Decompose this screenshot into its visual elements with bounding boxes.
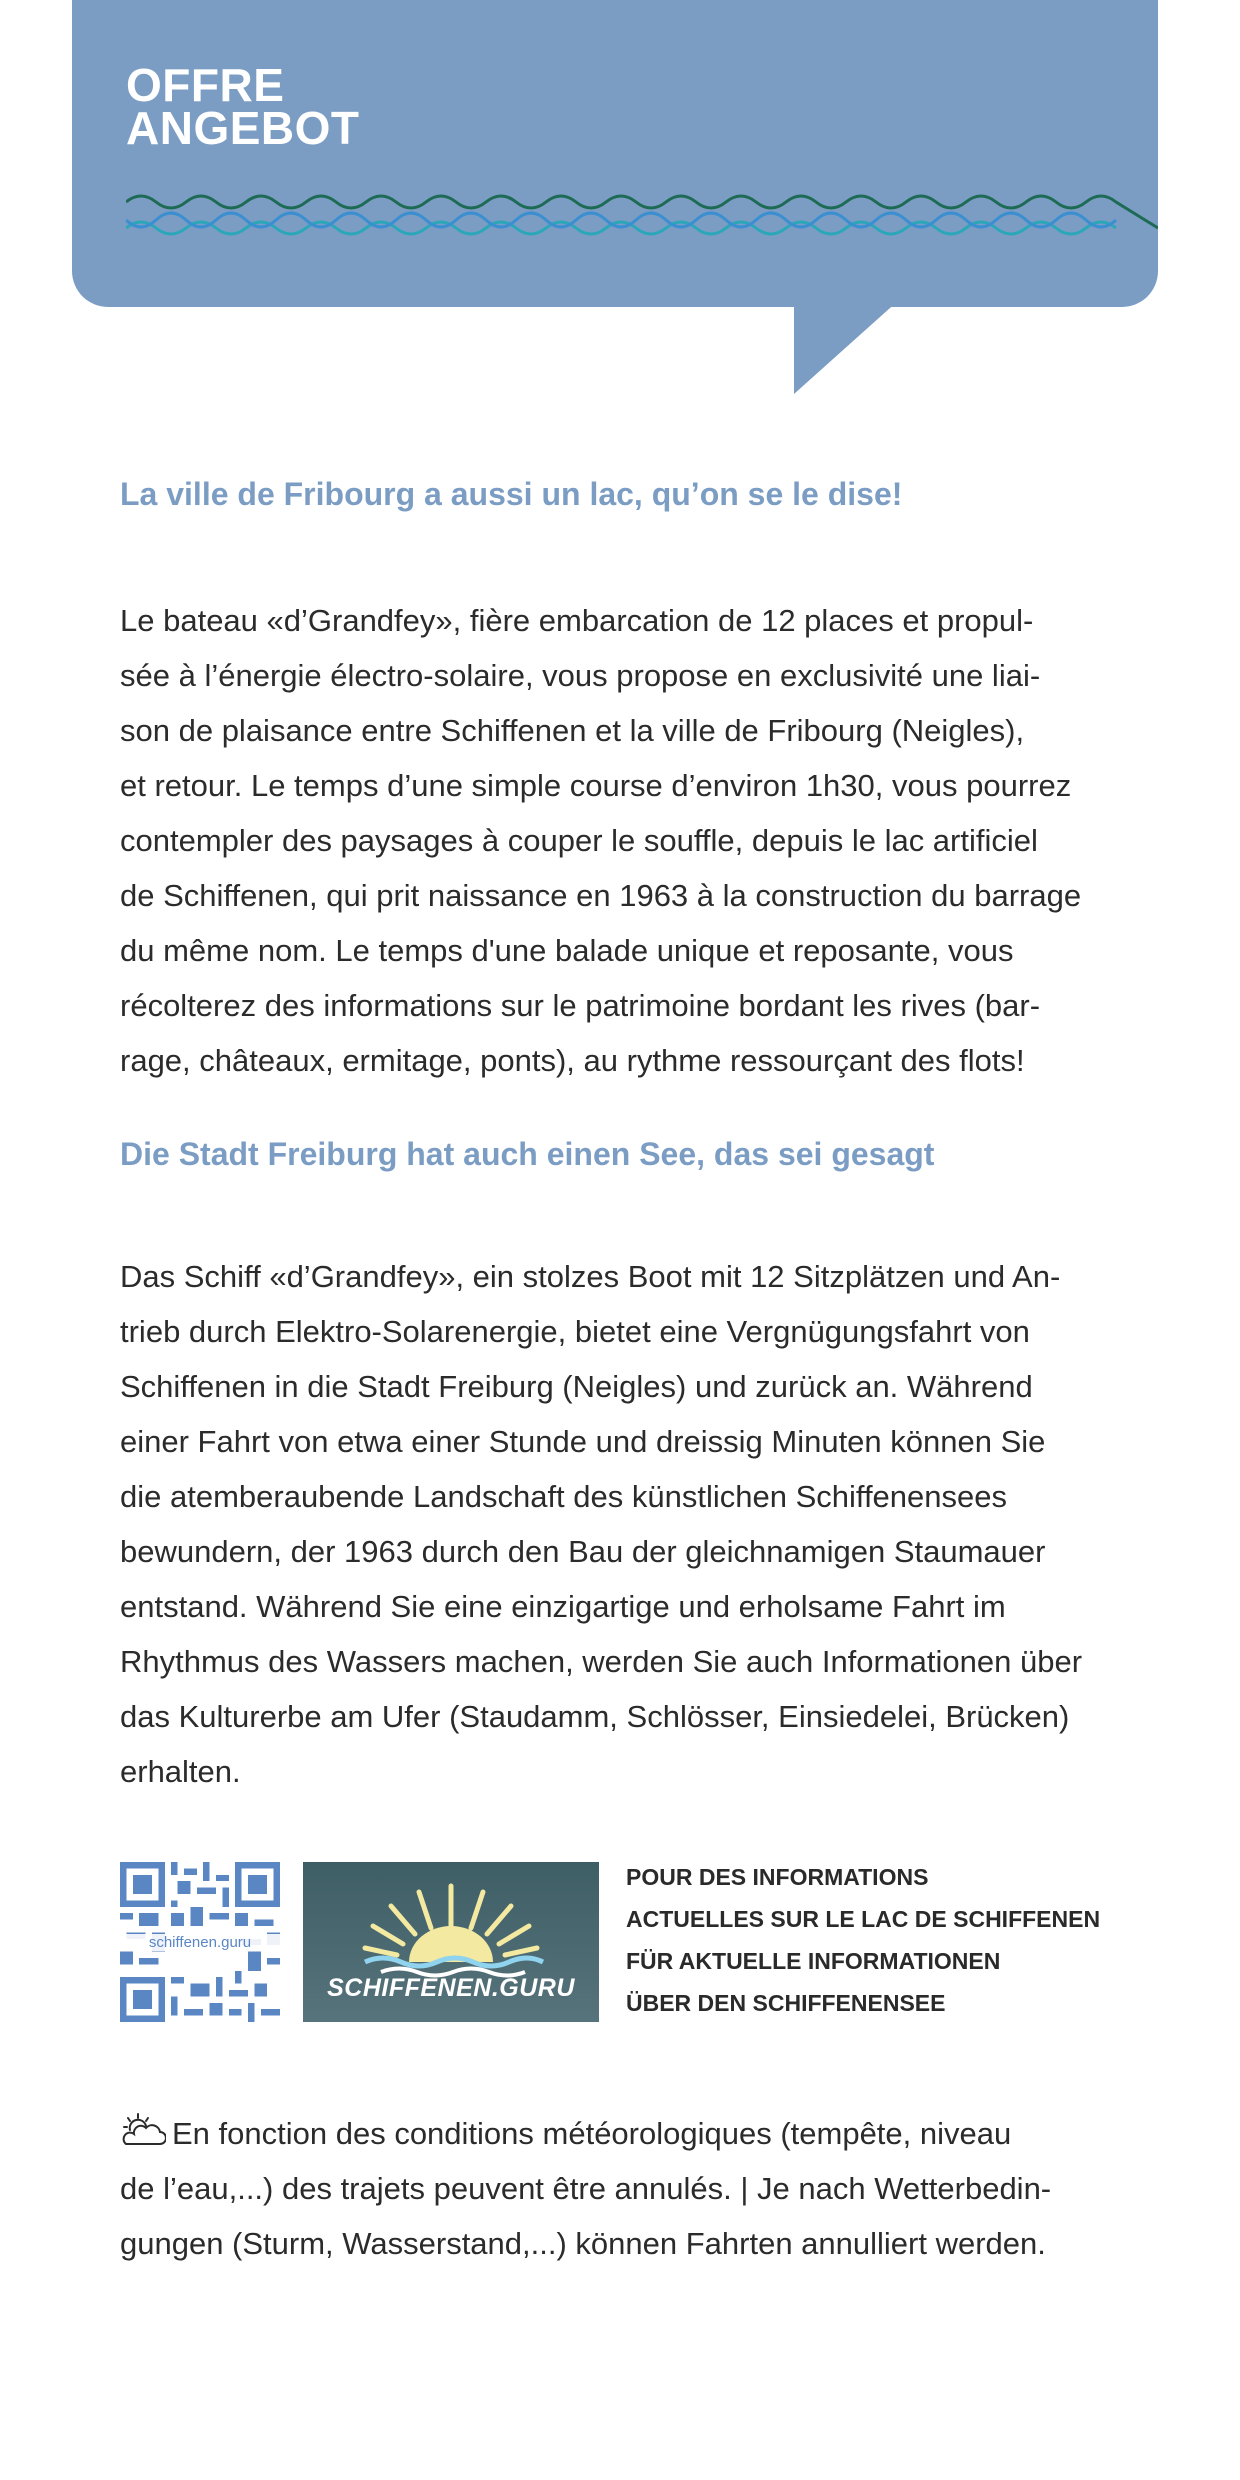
notice-line: de l’eau,...) des trajets peuvent être annulés. | Je nach Wetterbedin-	[120, 2171, 1052, 2206]
text-line: das Kulturerbe am Ufer (Staudamm, Schlösser, Einsiedelei, Brücken)	[120, 1699, 1070, 1734]
title-line-1: OFFRE	[126, 59, 285, 111]
logo-text: SCHIFFENEN.GURU	[327, 1974, 575, 2002]
text-line: et retour. Le temps d’une simple course d’environ 1h30, vous pourrez	[120, 768, 1072, 803]
text-line: Rhythmus des Wassers machen, werden Sie auch Informationen über	[120, 1644, 1083, 1679]
page-title	[126, 59, 360, 154]
text-line: einer Fahrt von etwa einer Stunde und dreissig Minuten können Sie	[120, 1424, 1046, 1459]
title-line-2: ANGEBOT	[126, 102, 360, 154]
info-line: FÜR AKTUELLE INFORMATIONEN	[626, 1948, 1001, 1974]
text-line: trieb durch Elektro-Solarenergie, bietet eine Vergnügungsfahrt von	[120, 1314, 1030, 1349]
text-line: bewundern, der 1963 durch den Bau der gleichnamigen Staumauer	[120, 1534, 1046, 1569]
german-paragraph	[120, 1249, 1120, 1799]
info-text	[626, 1856, 1100, 2024]
text-line: contempler des paysages à couper le souffle, depuis le lac artificiel	[120, 823, 1038, 858]
info-line: ACTUELLES SUR LE LAC DE SCHIFFENEN	[626, 1906, 1101, 1932]
text-line: de Schiffenen, qui prit naissance en 1963 à la construction du barrage	[120, 878, 1082, 913]
french-paragraph	[120, 593, 1120, 1088]
notice-line: En fonction des conditions météorologiques (tempête, niveau	[172, 2116, 1012, 2151]
french-heading: La ville de Fribourg a aussi un lac, qu’on se le dise!	[120, 476, 903, 512]
notice-line: gungen (Sturm, Wasserstand,...) können Fahrten annulliert werden.	[120, 2226, 1046, 2261]
text-line: Das Schiff «d’Grandfey», ein stolzes Boot mit 12 Sitzplätzen und An-	[120, 1259, 1061, 1294]
text-line: Le bateau «d’Grandfey», fière embarcation de 12 places et propul-	[120, 603, 1034, 638]
text-line: entstand. Während Sie eine einzigartige und erholsame Fahrt im	[120, 1589, 1006, 1624]
text-line: récolterez des informations sur le patrimoine bordant les rives (bar-	[120, 988, 1041, 1023]
info-line: ÜBER DEN SCHIFFENENSEE	[626, 1990, 946, 2016]
schiffenen-guru-logo[interactable]	[303, 1862, 599, 2022]
text-line: Schiffenen in die Stadt Freiburg (Neigles) und zurück an. Während	[120, 1369, 1033, 1404]
weather-notice	[120, 2106, 1130, 2271]
text-line: die atemberaubende Landschaft des künstlichen Schiffenensees	[120, 1479, 1007, 1514]
wave-decoration	[126, 190, 1158, 250]
text-line: du même nom. Le temps d'une balade unique et reposante, vous	[120, 933, 1014, 968]
speech-bubble-tail	[794, 300, 899, 394]
qr-label: schiffenen.guru	[120, 1934, 280, 1951]
weather-icon	[120, 2112, 166, 2148]
text-line: sée à l’énergie électro-solaire, vous propose en exclusivité une liai-	[120, 658, 1041, 693]
german-heading: Die Stadt Freiburg hat auch einen See, das sei gesagt	[120, 1136, 935, 1172]
text-line: rage, châteaux, ermitage, ponts), au rythme ressourçant des flots!	[120, 1043, 1025, 1078]
text-line: son de plaisance entre Schiffenen et la ville de Fribourg (Neigles),	[120, 713, 1025, 748]
text-line: erhalten.	[120, 1754, 241, 1789]
info-line: POUR DES INFORMATIONS	[626, 1864, 929, 1890]
